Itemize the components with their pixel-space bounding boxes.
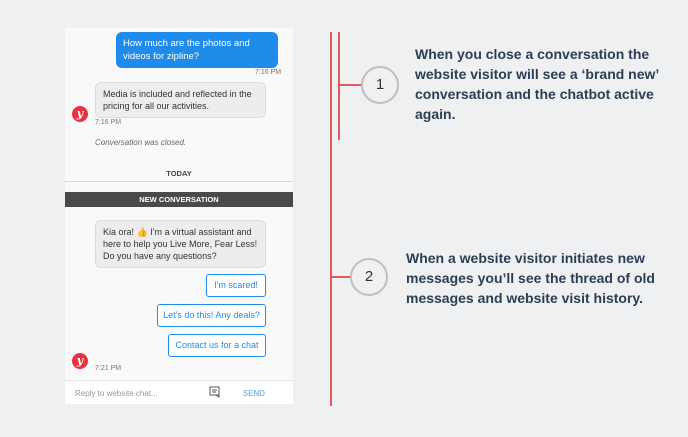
quick-reply-scared-button[interactable]: I'm scared! [206, 274, 266, 297]
annotation-line [330, 32, 332, 406]
annotation-line-1 [338, 32, 340, 140]
annotation-text-1: When you close a conversation the website visitor will see a ‘brand new’ conversation and the chatbot active again. [415, 46, 659, 122]
annotation-connector-2 [330, 276, 350, 278]
annotation-text-2: When a website visitor initiates new messages you’ll see the thread of old messages and website visit history. [406, 250, 655, 306]
new-conversation-banner: NEW CONVERSATION [65, 192, 293, 207]
bot-avatar: y [72, 353, 88, 369]
quick-reply-deals-button[interactable]: Let's do this! Any deals? [157, 304, 266, 327]
visitor-message-time: 7:16 PM [255, 69, 282, 76]
reply-input[interactable]: Reply to website chat... [75, 389, 158, 398]
bot-reply-time: 7:16 PM [95, 119, 122, 126]
today-divider [65, 181, 293, 182]
send-button[interactable]: SEND [242, 389, 265, 398]
today-separator: TODAY [166, 169, 192, 178]
bot-avatar: y [72, 106, 88, 122]
annotation-badge-1: 1 [361, 66, 399, 104]
conversation-closed-notice: Conversation was closed. [95, 138, 187, 147]
attachment-icon[interactable] [209, 386, 221, 398]
annotation-badge-2: 2 [350, 258, 388, 296]
bot-reply: Media is included and reflected in the pricing for all our activities. [95, 82, 266, 118]
quick-reply-contact-button[interactable]: Contact us for a chat [168, 334, 266, 357]
bot-greeting: Kia ora! 👍 I'm a virtual assistant and here to help you Live More, Fear Less! Do you have any questions? [95, 220, 266, 268]
visitor-message: How much are the photos and videos for zipline? [116, 32, 278, 68]
greeting-time: 7:21 PM [95, 365, 122, 372]
annotation-connector-1 [338, 84, 362, 86]
reply-bar [65, 380, 293, 404]
chat-panel [65, 28, 293, 404]
